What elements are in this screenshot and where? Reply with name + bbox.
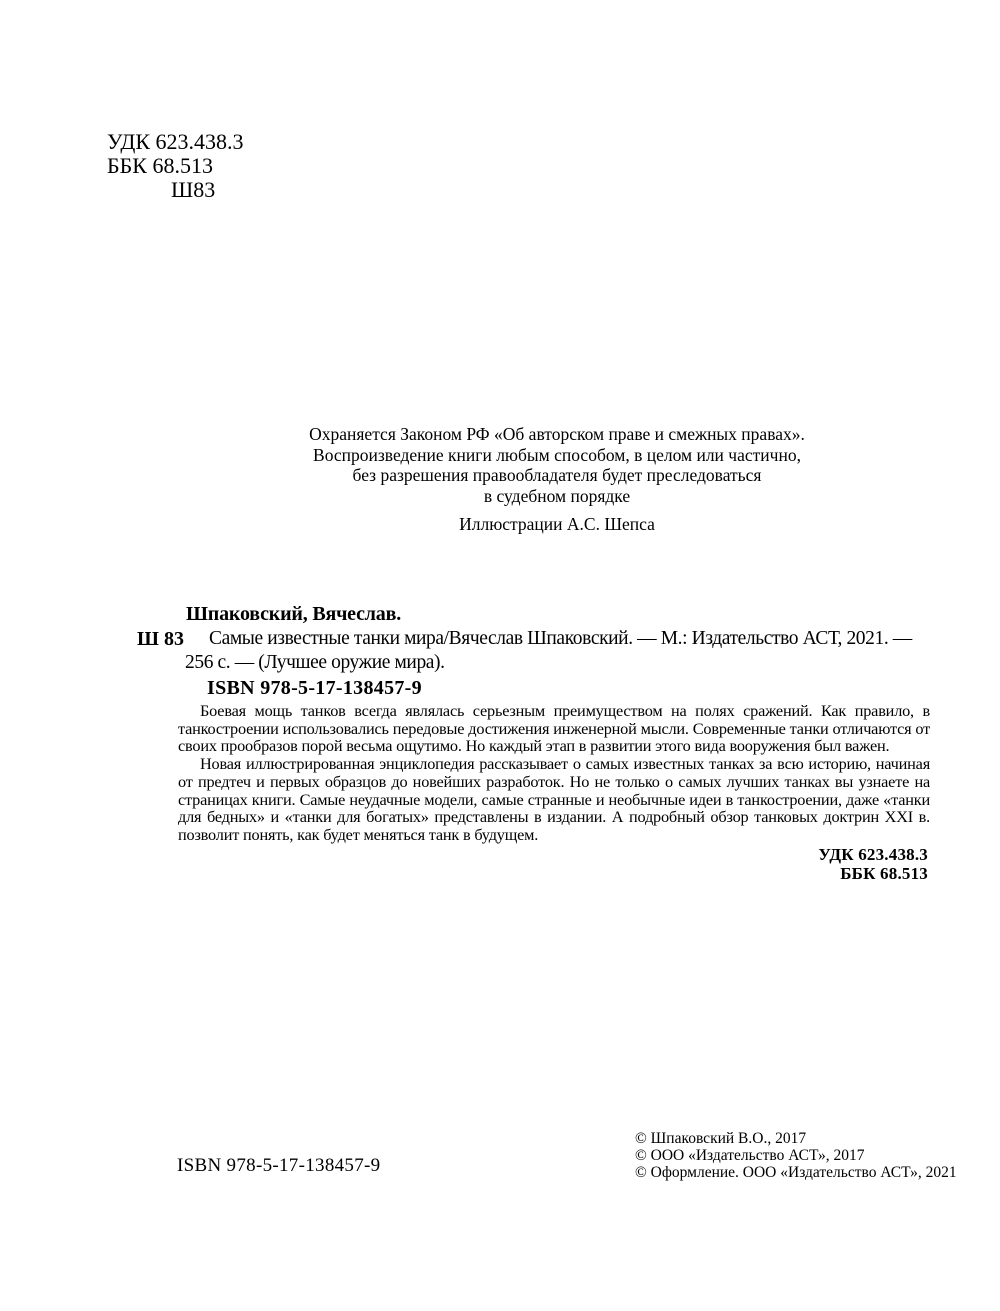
copyright-line-publisher: © ООО «Издательство АСТ», 2017 [635, 1147, 865, 1164]
top-classification-codes [107, 130, 244, 202]
catalog-card-index: Ш 83 [137, 628, 184, 650]
bbk-code-bottom: ББК 68.513 [840, 864, 928, 883]
catalog-card-isbn: ISBN 978-5-17-138457-9 [207, 677, 422, 699]
copyright-line-author: © Шпаковский В.О., 2017 [635, 1130, 807, 1147]
catalog-card-description-line1: Самые известные танки мира/Вячеслав Шпаковский. — М.: Издательство АСТ, 2021. — [209, 628, 912, 649]
udk-code-bottom: УДК 623.438.3 [818, 845, 928, 864]
copyright-list [635, 1130, 957, 1181]
bottom-classification-codes [530, 845, 928, 883]
annotation-paragraph-1: Боевая мощь танков всегда являлась серьезным преимуществом на полях сражений. Как правило, в танкостроении использовались передовые достижения инженерной мысли. Современные танки отличаются от своих прообразов порой весьма ощутимо. Но каждый этап в развитии этого вида вооружения был важен. [178, 701, 930, 756]
bbk-code: ББК 68.513 [107, 153, 213, 178]
annotation-block [178, 702, 930, 844]
protection-notice-line: без разрешения правообладателя будет преследоваться [352, 465, 762, 485]
catalog-card-author: Шпаковский, Вячеслав. [186, 603, 401, 625]
annotation-paragraph-2: Новая иллюстрированная энциклопедия рассказывает о самых известных танках за всю историю, начиная от предтеч и первых образцов до новейших разработок. Но не только о самых лучших танках вы узнаете на страницах книги. Самые неудачные модели, самые странные и необычные идеи в танкостроении, даже «танки для бедных» и «танки для богатых» представлены в издании. А подробный обзор танковых доктрин XXI в. позволит понять, как будет меняться танк в будущем. [178, 754, 930, 844]
copyright-line-design: © Оформление. ООО «Издательство АСТ», 2021 [635, 1164, 957, 1181]
copyright-protection-notice [182, 424, 932, 506]
protection-notice-line: в судебном порядке [483, 485, 631, 506]
catalog-card-description-line2: 256 с. — (Лучшее оружие мира). [185, 652, 445, 673]
protection-notice-line: Охраняется Законом РФ «Об авторском праве и смежных правах». [309, 424, 805, 444]
illustrations-credit: Иллюстрации А.С. Шепса [459, 514, 655, 534]
author-sign-code: Ш83 [171, 177, 216, 202]
udk-code: УДК 623.438.3 [107, 129, 244, 154]
isbn-bottom: ISBN 978-5-17-138457-9 [177, 1155, 381, 1176]
protection-notice-line: Воспроизведение книги любым способом, в целом или частично, [313, 444, 801, 465]
